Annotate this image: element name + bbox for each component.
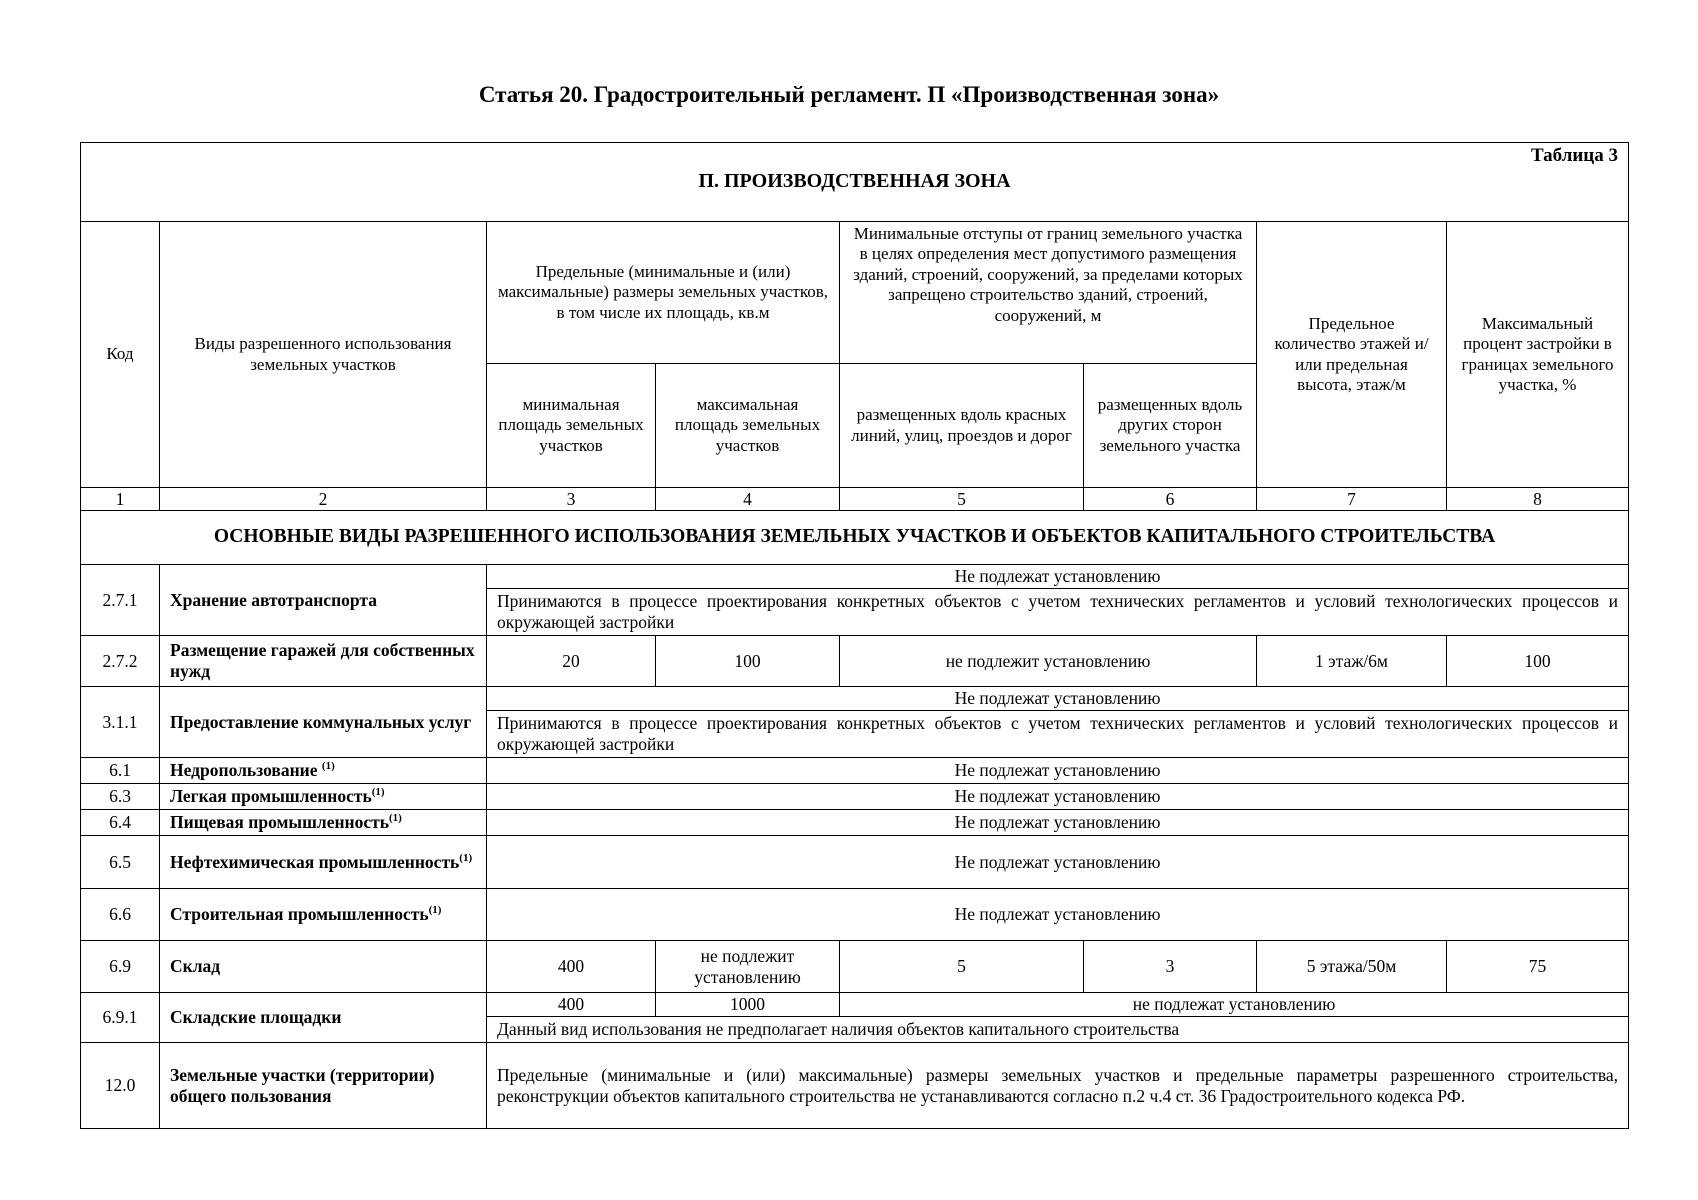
row-name bbox=[160, 810, 487, 836]
row-name: Предоставление коммунальных услуг bbox=[160, 687, 487, 758]
row-note: Принимаются в процессе проектирования конкретных объектов с учетом технических регламентов и условий технологических процессов и окружающей застройки bbox=[487, 711, 1629, 758]
header-code: Код bbox=[81, 222, 160, 488]
row-value: Не подлежат установлению bbox=[487, 784, 1629, 810]
col-number: 4 bbox=[656, 488, 840, 511]
footnote-mark: (1) bbox=[459, 851, 473, 864]
row-code: 6.6 bbox=[81, 889, 160, 941]
page-title: Статья 20. Градостроительный регламент. П «Производственная зона» bbox=[478, 82, 1220, 107]
row-percent: 75 bbox=[1447, 941, 1629, 993]
row-value: Не подлежат установлению bbox=[487, 758, 1629, 784]
table-row bbox=[81, 784, 1629, 810]
row-name bbox=[160, 784, 487, 810]
row-value: Не подлежат установлению bbox=[487, 836, 1629, 889]
col-number: 2 bbox=[160, 488, 487, 511]
row-code: 6.9 bbox=[81, 941, 160, 993]
row-code: 6.1 bbox=[81, 758, 160, 784]
row-name bbox=[160, 758, 487, 784]
row-min-area: 400 bbox=[487, 993, 656, 1017]
table-row bbox=[81, 810, 1629, 836]
row-code: 2.7.1 bbox=[81, 565, 160, 636]
row-floors: 1 этаж/6м bbox=[1257, 636, 1447, 687]
table-row bbox=[81, 1043, 1629, 1129]
col-number: 8 bbox=[1447, 488, 1629, 511]
row-name bbox=[160, 889, 487, 941]
row-name bbox=[160, 836, 487, 889]
row-code: 12.0 bbox=[81, 1043, 160, 1129]
row-max-area: 100 bbox=[656, 636, 840, 687]
row-name-text: Недропользование bbox=[170, 760, 322, 780]
header-setbacks: Минимальные отступы от границ земельного участка в целях определения мест допустимого размещения зданий, строений, сооружений, за пределами которых запрещено строительство зданий, строений, сооружений, м bbox=[840, 222, 1257, 364]
table-caption-cell bbox=[81, 143, 1629, 222]
row-note: Предельные (минимальные и (или) максимальные) размеры земельных участков и предельные параметры разрешенного строительства, реконструкции объектов капитального строительства не устанавливаются согласно п.2 ч.4 ст. 36 Градостроительного кодекса РФ. bbox=[487, 1043, 1629, 1129]
row-note: Принимаются в процессе проектирования конкретных объектов с учетом технических регламентов и условий технологических процессов и окружающей застройки bbox=[487, 589, 1629, 636]
table-row bbox=[81, 993, 1629, 1017]
footnote-mark: (1) bbox=[321, 760, 335, 773]
table-number: Таблица 3 bbox=[1530, 145, 1618, 166]
header-min-area: минимальная площадь земельных участков bbox=[487, 364, 656, 488]
row-value: Не подлежат установлению bbox=[487, 565, 1629, 589]
row-code: 6.5 bbox=[81, 836, 160, 889]
table-row bbox=[81, 836, 1629, 889]
row-setback-other: 3 bbox=[1084, 941, 1257, 993]
footnote-mark: (1) bbox=[371, 786, 385, 799]
header-use: Виды разрешенного использования земельных участков bbox=[160, 222, 487, 488]
table-row bbox=[81, 636, 1629, 687]
column-number-row bbox=[81, 488, 1629, 511]
row-max-area: 1000 bbox=[656, 993, 840, 1017]
row-code: 6.9.1 bbox=[81, 993, 160, 1043]
row-name-text: Пищевая промышленность bbox=[170, 812, 389, 832]
row-name: Склад bbox=[160, 941, 487, 993]
header-max-area: максимальная площадь земельных участков bbox=[656, 364, 840, 488]
table-row bbox=[81, 687, 1629, 711]
table-caption-row bbox=[81, 143, 1629, 222]
row-code: 6.3 bbox=[81, 784, 160, 810]
row-floors: 5 этажа/50м bbox=[1257, 941, 1447, 993]
col-number: 3 bbox=[487, 488, 656, 511]
row-value: Не подлежат установлению bbox=[487, 687, 1629, 711]
header-setback-other: размещенных вдоль других сторон земельного участка bbox=[1084, 364, 1257, 488]
table-row bbox=[81, 565, 1629, 589]
col-number: 6 bbox=[1084, 488, 1257, 511]
row-name: Размещение гаражей для собственных нужд bbox=[160, 636, 487, 687]
row-min-area: 20 bbox=[487, 636, 656, 687]
row-note: Данный вид использования не предполагает наличия объектов капитального строительства bbox=[487, 1017, 1629, 1043]
section-row bbox=[81, 511, 1629, 565]
col-number: 1 bbox=[81, 488, 160, 511]
col-number: 7 bbox=[1257, 488, 1447, 511]
footnote-mark: (1) bbox=[428, 904, 442, 917]
regulation-table bbox=[80, 142, 1629, 1129]
row-min-area: 400 bbox=[487, 941, 656, 993]
row-name: Земельные участки (территории) общего пользования bbox=[160, 1043, 487, 1129]
header-row-1 bbox=[81, 222, 1629, 364]
header-floors: Предельное количество этажей и/или предельная высота, этаж/м bbox=[1257, 222, 1447, 488]
row-name: Хранение автотранспорта bbox=[160, 565, 487, 636]
zone-title: П. ПРОИЗВОДСТВЕННАЯ ЗОНА bbox=[698, 170, 1011, 192]
row-value: Не подлежат установлению bbox=[487, 810, 1629, 836]
row-max-area: не подлежит установлению bbox=[656, 941, 840, 993]
row-value: не подлежат установлению bbox=[840, 993, 1629, 1017]
row-code: 2.7.2 bbox=[81, 636, 160, 687]
row-name: Складские площадки bbox=[160, 993, 487, 1043]
row-setback: не подлежит установлению bbox=[840, 636, 1257, 687]
table-row bbox=[81, 941, 1629, 993]
row-value: Не подлежат установлению bbox=[487, 889, 1629, 941]
row-name-text: Легкая промышленность bbox=[170, 786, 372, 806]
section-title: ОСНОВНЫЕ ВИДЫ РАЗРЕШЕННОГО ИСПОЛЬЗОВАНИЯ ЗЕМЕЛЬНЫХ УЧАСТКОВ И ОБЪЕКТОВ КАПИТАЛЬНОГО СТРОИТЕЛЬСТВА bbox=[81, 511, 1629, 565]
header-setback-red: размещенных вдоль красных линий, улиц, проездов и дорог bbox=[840, 364, 1084, 488]
row-code: 6.4 bbox=[81, 810, 160, 836]
header-percent: Максимальный процент застройки в границах земельного участка, % bbox=[1447, 222, 1629, 488]
table-row bbox=[81, 758, 1629, 784]
footnote-mark: (1) bbox=[389, 812, 402, 825]
row-code: 3.1.1 bbox=[81, 687, 160, 758]
row-name-text: Строительная промышленность bbox=[170, 904, 429, 924]
row-name-text: Нефтехимическая промышленность bbox=[170, 851, 460, 872]
row-percent: 100 bbox=[1447, 636, 1629, 687]
row-setback-red: 5 bbox=[840, 941, 1084, 993]
header-sizes: Предельные (минимальные и (или) максимальные) размеры земельных участков, в том числе их площадь, кв.м bbox=[487, 222, 840, 364]
table-row bbox=[81, 889, 1629, 941]
col-number: 5 bbox=[840, 488, 1084, 511]
